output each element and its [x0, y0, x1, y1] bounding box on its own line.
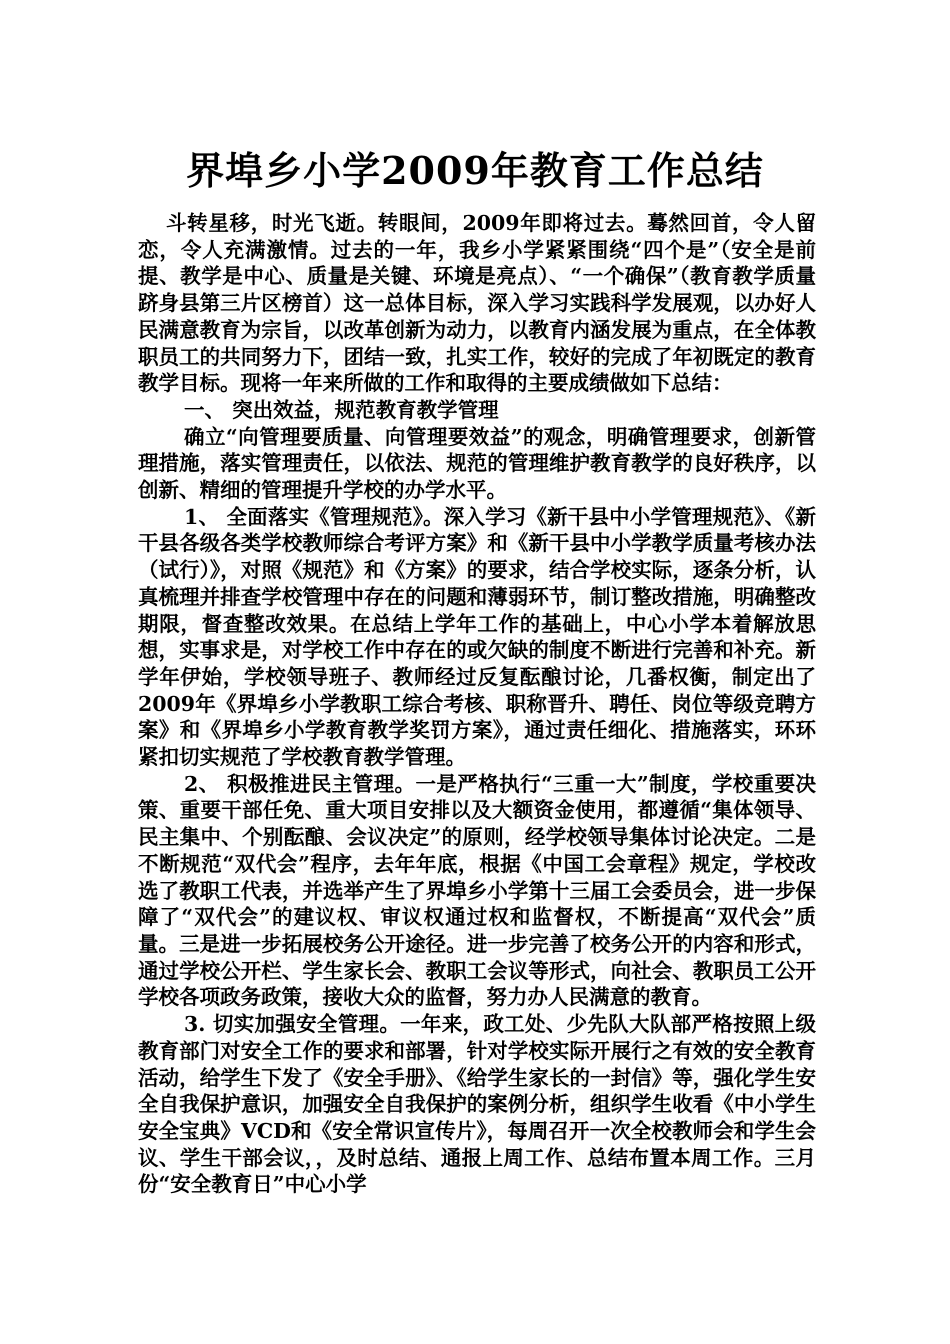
section-heading-1: 一、 突出效益，规范教育教学管理 [184, 397, 499, 422]
document-body [138, 210, 816, 1198]
document-title: 界埠乡小学2009年教育工作总结 [186, 148, 764, 193]
paragraph-item-1: 1、 全面落实《管理规范》。深入学习《新干县中小学管理规范》、《新干县各级各类学校教师综合考评方案》和《新干县中小学教学质量考核办法（试行）》，对照《规范》和《方案》的要求，结合学校实际，逐条分析，认真梳理并排查学校管理中存在的问题和薄弱环节，制订整改措施，明确整改期限，督查整改效果。在总结上学年工作的基础上，中心小学本着解放思想，实事求是，对学校工作中存在的或欠缺的制度不断进行完善和补充。新学年伊始，学校领导班子、教师经过反复酝酿讨论，几番权衡，制定出了2009年《界埠乡小学教职工综合考核、职称晋升、聘任、岗位等级竞聘方案》和《界埠乡小学教育教学奖罚方案》，通过责任细化、措施落实，环环紧扣切实规范了学校教育教学管理。 [138, 504, 816, 770]
paragraph-item-3: 3. 切实加强安全管理。一年来，政工处、少先队大队部严格按照上级教育部门对安全工作的要求和部署，针对学校实际开展行之有效的安全教育活动，给学生下发了《安全手册》、《给学生家长的一封信》等，强化学生安全自我保护意识，加强安全自我保护的案例分析，组织学生收看《中小学生安全宝典》VCD和《安全常识宣传片》，每周召开一次全校教师会和学生会议、学生干部会议，，及时总结、通报上周工作、总结布置本周工作。三月份“安全教育日”中心小学 [138, 1012, 816, 1197]
paragraph-item-2: 2、 积极推进民主管理。一是严格执行“三重一大”制度，学校重要决策、重要干部任免、重大项目安排以及大额资金使用，都遵循“集体领导、民主集中、个别酝酿、会议决定”的原则，经学校领导集体讨论决定。二是不断规范“双代会”程序，去年年底，根据《中国工会章程》规定，学校改选了教职工代表，并选举产生了界埠乡小学第十三届工会委员会，进一步保障了“双代会”的建议权、审议权通过权和监督权，不断提高“双代会”质量。三是进一步拓展校务公开途径。进一步完善了校务公开的内容和形式，通过学校公开栏、学生家长会、教职工会议等形式，向社会、教职员工公开学校各项政务政策，接收大众的监督，努力办人民满意的教育。 [138, 771, 816, 1010]
paragraph-section-1: 确立“向管理要质量、向管理要效益”的观念，明确管理要求，创新管理措施，落实管理责任，以依法、规范的管理维护教育教学的良好秩序，以创新、精细的管理提升学校的办学水平。 [138, 424, 816, 503]
paragraph-intro: 斗转星移，时光飞逝。转眼间，2009年即将过去。蓦然回首，令人留恋，令人充满激情。过去的一年，我乡小学紧紧围绕“四个是”（安全是前提、教学是中心、质量是关键、环境是亮点）、“一个确保”（教育教学质量跻身县第三片区榜首）这一总体目标，深入学习实践科学发展观，以办好人民满意教育为宗旨，以改革创新为动力，以教育内涵发展为重点，在全体教职员工的共同努力下，团结一致，扎实工作，较好的完成了年初既定的教育教学目标。现将一年来所做的工作和取得的主要成绩做如下总结： [138, 211, 816, 396]
